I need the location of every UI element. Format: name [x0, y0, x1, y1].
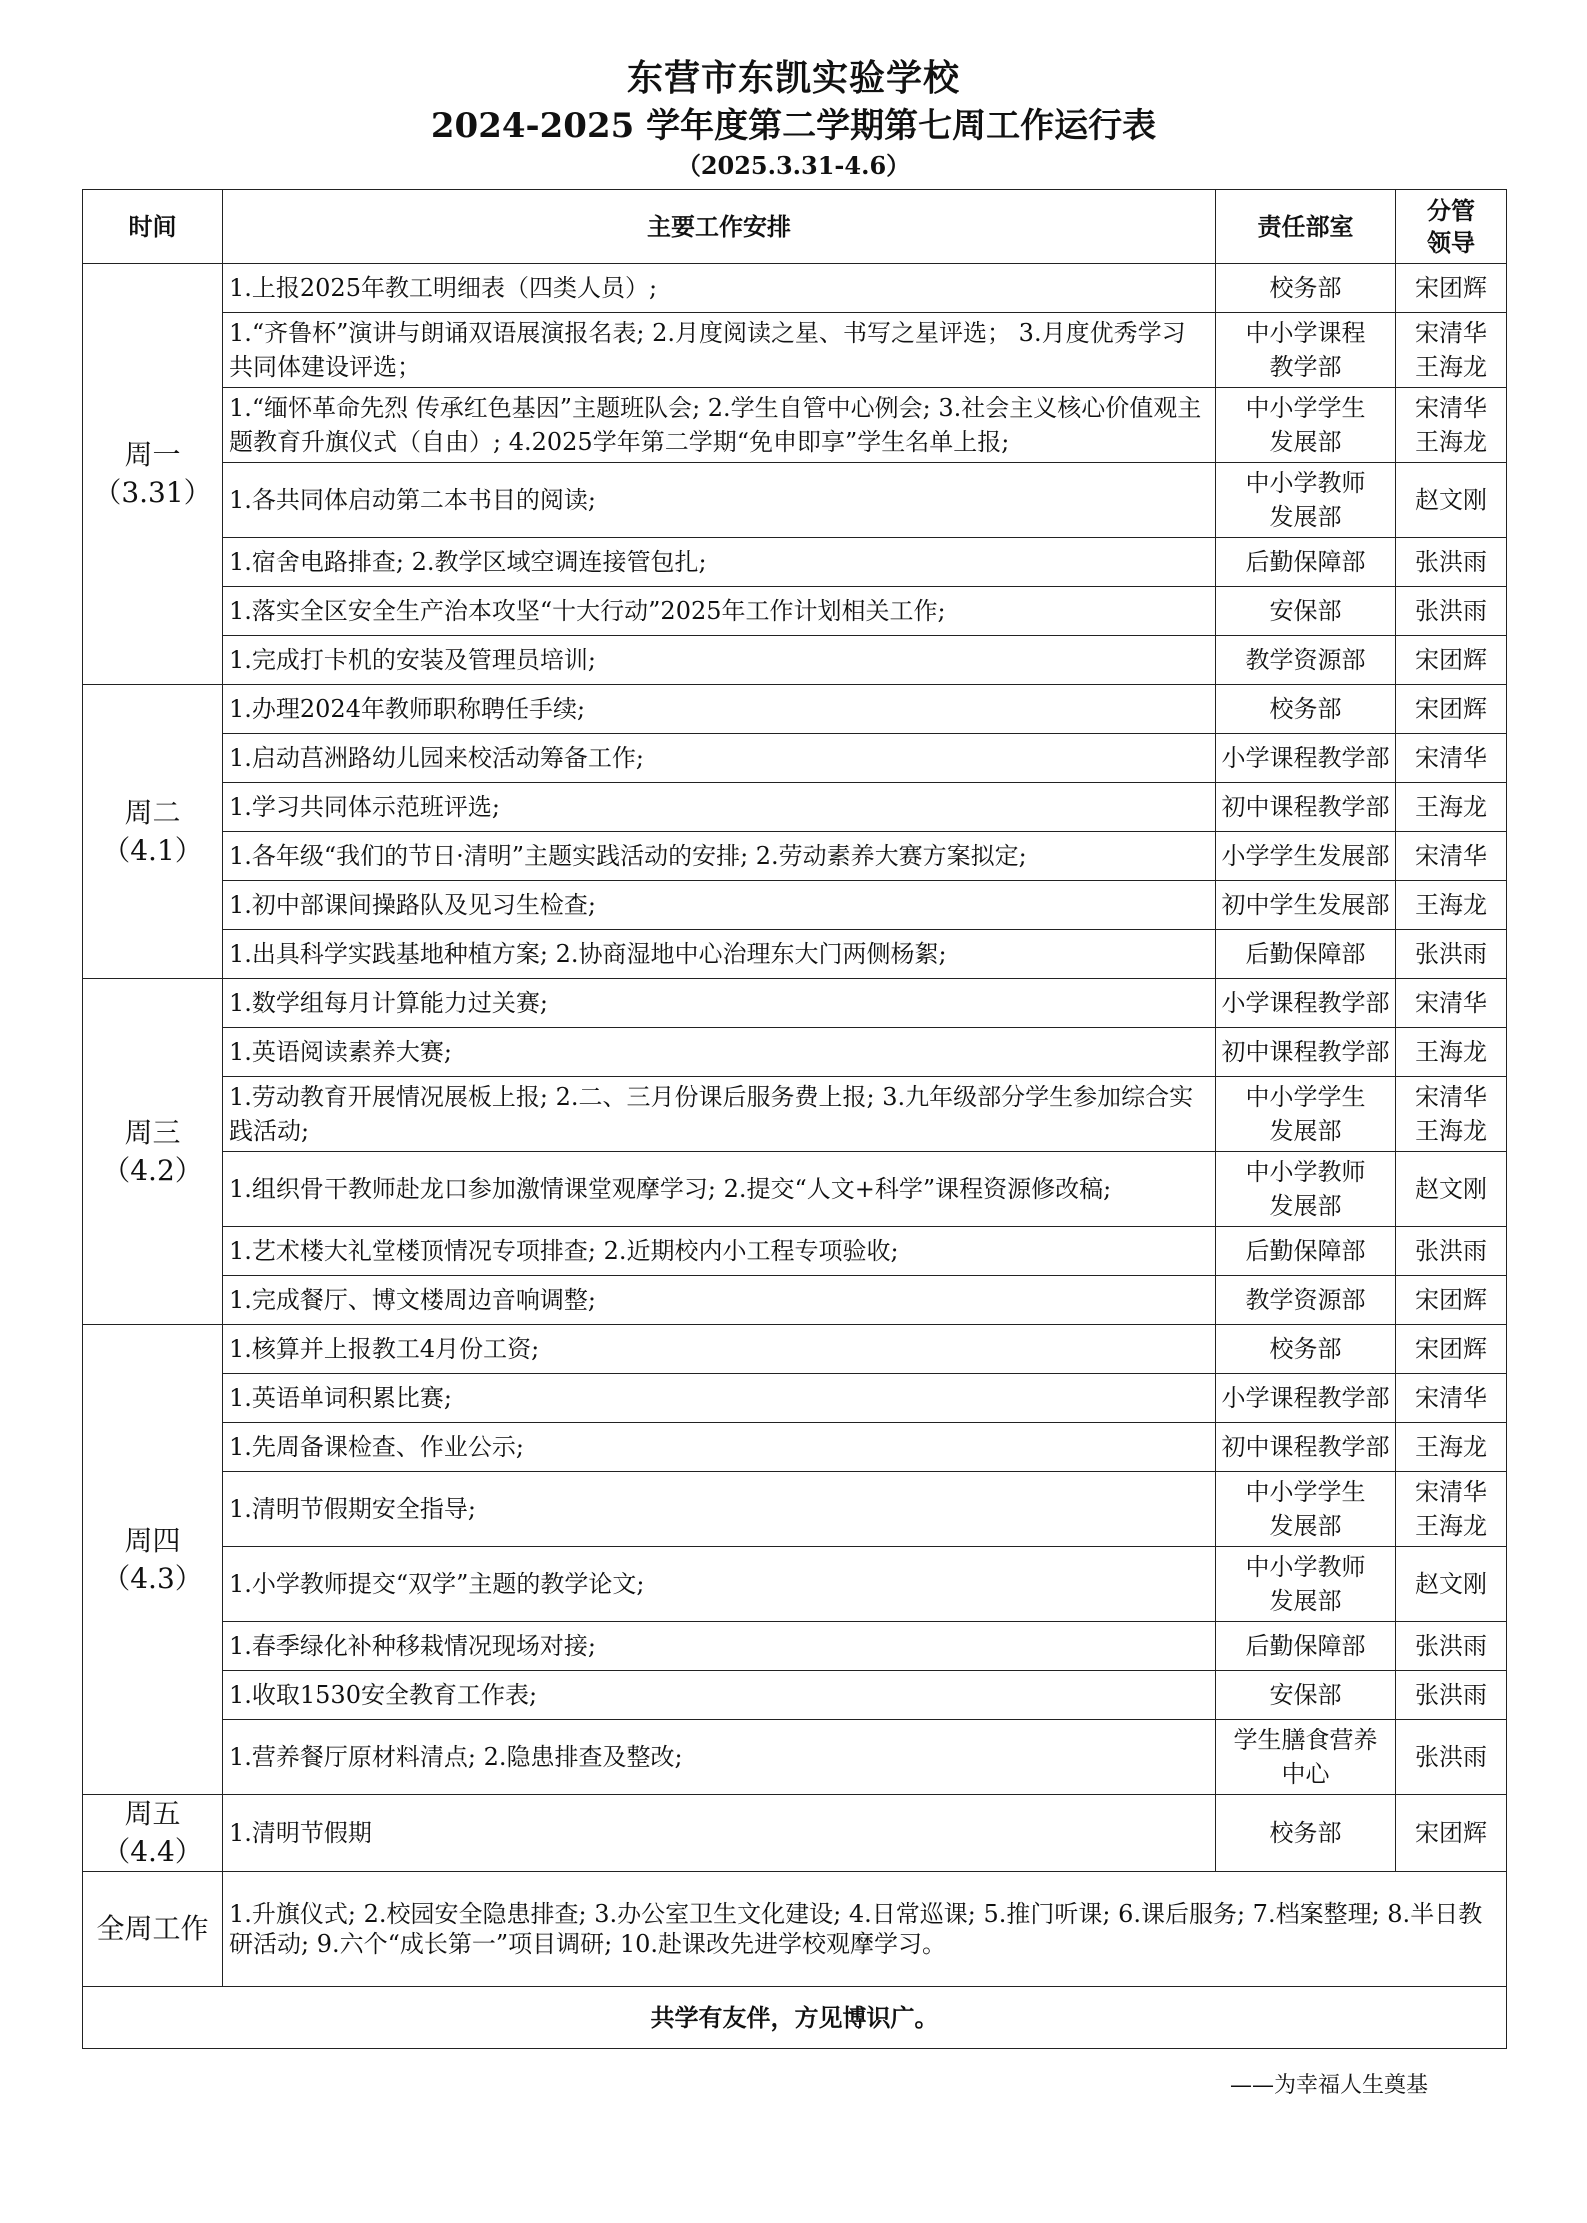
- dept-text: 中小学学生: [1245, 394, 1366, 422]
- task-cell: 1.各年级“我们的节日·清明”主题实践活动的安排; 2.劳动素养大赛方案拟定;: [223, 832, 1216, 881]
- leader-cell: [1396, 1671, 1507, 1720]
- day-date: （4.1）: [102, 833, 203, 867]
- table-row: [83, 1276, 1507, 1325]
- dept-text: 发展部: [1269, 1587, 1342, 1615]
- dept-text: 初中课程教学部: [1221, 1433, 1390, 1461]
- leader-text: 赵文刚: [1415, 1175, 1487, 1203]
- dept-text: 校务部: [1269, 695, 1342, 723]
- leader-text: 王海龙: [1415, 1117, 1487, 1145]
- task-cell: 1.“齐鲁杯”演讲与朗诵双语展演报名表; 2.月度阅读之星、书写之星评选； 3.月度优秀学习共同体建设评选；: [223, 313, 1216, 388]
- leader-text: 王海龙: [1415, 353, 1487, 381]
- task-cell: 1.学习共同体示范班评选;: [223, 783, 1216, 832]
- task-cell: 1.初中部课间操路队及见习生检查;: [223, 881, 1216, 930]
- leader-text: 宋团辉: [1415, 646, 1487, 674]
- task-cell: 1.办理2024年教师职称聘任手续;: [223, 685, 1216, 734]
- week-row: [83, 1872, 1507, 1987]
- dept-text: 初中课程教学部: [1221, 793, 1390, 821]
- dept-text: 教学部: [1269, 353, 1342, 381]
- leader-cell: [1396, 264, 1507, 313]
- leader-text: 宋团辉: [1415, 695, 1487, 723]
- dept-text: 中小学教师: [1245, 1158, 1366, 1186]
- leader-text: 宋清华: [1415, 319, 1487, 347]
- table-row: [83, 636, 1507, 685]
- dept-cell: [1216, 636, 1396, 685]
- dept-cell: [1216, 1547, 1396, 1622]
- table-row: [83, 538, 1507, 587]
- table-row: [83, 685, 1507, 734]
- task-cell: 1.组织骨干教师赴龙口参加激情课堂观摩学习; 2.提交“人文+科学”课程资源修改稿;: [223, 1152, 1216, 1227]
- leader-text: 宋清华: [1415, 744, 1487, 772]
- table-row: [83, 1671, 1507, 1720]
- day-cell: [83, 1795, 223, 1872]
- dept-cell: [1216, 1472, 1396, 1547]
- dept-text: 中小学教师: [1245, 469, 1366, 497]
- dept-text: 校务部: [1269, 1335, 1342, 1363]
- dept-text: 安保部: [1269, 597, 1342, 625]
- task-cell: 1.核算并上报教工4月份工资;: [223, 1325, 1216, 1374]
- day-cell: [83, 1325, 223, 1795]
- leader-cell: [1396, 1227, 1507, 1276]
- leader-cell: [1396, 1325, 1507, 1374]
- dept-text: 学生膳食营养: [1233, 1726, 1378, 1754]
- day-cell: [83, 685, 223, 979]
- day-name: 周一: [124, 438, 181, 471]
- leader-cell: [1396, 587, 1507, 636]
- dept-text: 发展部: [1269, 1192, 1342, 1220]
- task-cell: 1.完成餐厅、博文楼周边音响调整;: [223, 1276, 1216, 1325]
- leader-cell: [1396, 1472, 1507, 1547]
- table-row: [83, 979, 1507, 1028]
- table-row: [83, 463, 1507, 538]
- dept-cell: [1216, 881, 1396, 930]
- leader-text: 张洪雨: [1415, 1237, 1487, 1265]
- leader-text: 宋清华: [1415, 989, 1487, 1017]
- week-tasks: 1.升旗仪式; 2.校园安全隐患排查; 3.办公室卫生文化建设; 4.日常巡课; 5.推门听课; 6.课后服务; 7.档案整理; 8.半日教研活动; 9.六个“成长第一”项目调研; 10.赴课改先进学校观摩学习。: [223, 1872, 1507, 1987]
- day-name: 周三: [124, 1115, 181, 1149]
- leader-text: 张洪雨: [1415, 1743, 1487, 1771]
- table-row: [83, 1720, 1507, 1795]
- leader-text: 宋清华: [1415, 394, 1487, 422]
- leader-cell: [1396, 783, 1507, 832]
- task-cell: 1.清明节假期安全指导;: [223, 1472, 1216, 1547]
- leader-text: 王海龙: [1415, 891, 1487, 919]
- leader-cell: [1396, 538, 1507, 587]
- task-cell: 1.营养餐厅原材料清点; 2.隐患排查及整改;: [223, 1720, 1216, 1795]
- leader-cell: [1396, 636, 1507, 685]
- day-date: （4.3）: [102, 1561, 203, 1595]
- task-cell: 1.春季绿化补种移栽情况现场对接;: [223, 1622, 1216, 1671]
- dept-text: 教学资源部: [1245, 1286, 1366, 1314]
- task-cell: 1.英语单词积累比赛;: [223, 1374, 1216, 1423]
- dept-text: 安保部: [1269, 1681, 1342, 1709]
- task-cell: 1.小学教师提交“双学”主题的教学论文;: [223, 1547, 1216, 1622]
- table-row: [83, 1472, 1507, 1547]
- task-cell: 1.清明节假期: [223, 1795, 1216, 1872]
- leader-text: 张洪雨: [1415, 548, 1487, 576]
- motto-row: [83, 1987, 1507, 2049]
- table-row: [83, 1374, 1507, 1423]
- dept-text: 小学课程教学部: [1221, 744, 1390, 772]
- dept-cell: [1216, 1795, 1396, 1872]
- dept-text: 初中课程教学部: [1221, 1038, 1390, 1066]
- footer-slogan: ——为幸福人生奠基: [1230, 2073, 1429, 2098]
- task-cell: 1.上报2025年教工明细表（四类人员）;: [223, 264, 1216, 313]
- date-range: （2025.3.31-4.6）: [676, 151, 911, 180]
- task-cell: 1.宿舍电路排查; 2.教学区域空调连接管包扎;: [223, 538, 1216, 587]
- leader-text: 王海龙: [1415, 1512, 1487, 1540]
- task-cell: 1.落实全区安全生产治本攻坚“十大行动”2025年工作计划相关工作;: [223, 587, 1216, 636]
- dept-cell: [1216, 1325, 1396, 1374]
- task-cell: 1.英语阅读素养大赛;: [223, 1028, 1216, 1077]
- dept-cell: [1216, 1227, 1396, 1276]
- day-date: （4.2）: [102, 1153, 203, 1187]
- dept-text: 中小学课程: [1245, 319, 1366, 347]
- leader-text: 赵文刚: [1415, 1570, 1487, 1598]
- leader-cell: [1396, 979, 1507, 1028]
- leader-text: 宋清华: [1415, 1083, 1487, 1111]
- dept-cell: [1216, 1423, 1396, 1472]
- dept-cell: [1216, 734, 1396, 783]
- dept-cell: [1216, 264, 1396, 313]
- dept-cell: [1216, 313, 1396, 388]
- dept-cell: [1216, 930, 1396, 979]
- task-cell: 1.艺术楼大礼堂楼顶情况专项排查; 2.近期校内小工程专项验收;: [223, 1227, 1216, 1276]
- dept-cell: [1216, 783, 1396, 832]
- dept-cell: [1216, 832, 1396, 881]
- leader-cell: [1396, 463, 1507, 538]
- task-cell: 1.出具科学实践基地种植方案; 2.协商湿地中心治理东大门两侧杨絮;: [223, 930, 1216, 979]
- task-cell: 1.完成打卡机的安装及管理员培训;: [223, 636, 1216, 685]
- leader-text: 宋团辉: [1415, 1286, 1487, 1314]
- table-row: [83, 1423, 1507, 1472]
- task-cell: 1.启动莒洲路幼儿园来校活动筹备工作;: [223, 734, 1216, 783]
- table-row: [83, 1795, 1507, 1872]
- day-cell: [83, 264, 223, 685]
- table-row: [83, 930, 1507, 979]
- leader-text: 宋团辉: [1415, 274, 1487, 302]
- day-cell: [83, 979, 223, 1325]
- leader-text: 王海龙: [1415, 1433, 1487, 1461]
- schedule-body: [83, 264, 1507, 1872]
- leader-cell: [1396, 1077, 1507, 1152]
- dept-text: 中小学学生: [1245, 1478, 1366, 1506]
- table-header-row: [83, 190, 1507, 264]
- table-row: [83, 832, 1507, 881]
- day-date: （4.4）: [102, 1835, 203, 1868]
- table-row: [83, 1547, 1507, 1622]
- leader-cell: [1396, 1374, 1507, 1423]
- dept-text: 发展部: [1269, 1512, 1342, 1540]
- task-cell: 1.劳动教育开展情况展板上报; 2.二、三月份课后服务费上报; 3.九年级部分学生参加综合实践活动;: [223, 1077, 1216, 1152]
- table-row: [83, 587, 1507, 636]
- leader-cell: [1396, 1547, 1507, 1622]
- leader-cell: [1396, 881, 1507, 930]
- dept-cell: [1216, 538, 1396, 587]
- dept-cell: [1216, 388, 1396, 463]
- week-label: 全周工作: [83, 1872, 223, 1987]
- dept-text: 发展部: [1269, 428, 1342, 456]
- table-row: [83, 1622, 1507, 1671]
- task-cell: 1.收取1530安全教育工作表;: [223, 1671, 1216, 1720]
- leader-text: 宋清华: [1415, 842, 1487, 870]
- dept-text: 教学资源部: [1245, 646, 1366, 674]
- dept-text: 后勤保障部: [1245, 548, 1366, 576]
- dept-cell: [1216, 1671, 1396, 1720]
- table-row: [83, 734, 1507, 783]
- table-row: [83, 783, 1507, 832]
- dept-text: 校务部: [1269, 274, 1342, 302]
- leader-text: 张洪雨: [1415, 940, 1487, 968]
- leader-text: 张洪雨: [1415, 597, 1487, 625]
- leader-text: 王海龙: [1415, 428, 1487, 456]
- leader-text: 张洪雨: [1415, 1632, 1487, 1660]
- col-header-time: 时间: [83, 190, 223, 264]
- leader-text: 王海龙: [1415, 793, 1487, 821]
- table-row: [83, 264, 1507, 313]
- leader-cell: [1396, 1423, 1507, 1472]
- document-title: 2024-2025 学年度第二学期第七周工作运行表: [430, 106, 1157, 146]
- dept-text: 小学课程教学部: [1221, 989, 1390, 1017]
- leader-cell: [1396, 1152, 1507, 1227]
- leader-cell: [1396, 1720, 1507, 1795]
- task-cell: 1.“缅怀革命先烈 传承红色基因”主题班队会; 2.学生自管中心例会; 3.社会主义核心价值观主题教育升旗仪式（自由）; 4.2025学年第二学期“免申即享”学生名单上报;: [223, 388, 1216, 463]
- dept-text: 后勤保障部: [1245, 1237, 1366, 1265]
- schedule-table: [82, 189, 1507, 2049]
- dept-cell: [1216, 979, 1396, 1028]
- leader-text: 王海龙: [1415, 1038, 1487, 1066]
- dept-cell: [1216, 685, 1396, 734]
- leader-cell: [1396, 930, 1507, 979]
- leader-cell: [1396, 388, 1507, 463]
- dept-cell: [1216, 587, 1396, 636]
- leader-text: 宋团辉: [1415, 1335, 1487, 1363]
- table-row: [83, 388, 1507, 463]
- leader-cell: [1396, 685, 1507, 734]
- dept-cell: [1216, 463, 1396, 538]
- leader-cell: [1396, 1028, 1507, 1077]
- leader-cell: [1396, 734, 1507, 783]
- leader-cell: [1396, 313, 1507, 388]
- dept-cell: [1216, 1374, 1396, 1423]
- leader-text: 宋清华: [1415, 1478, 1487, 1506]
- table-row: [83, 1227, 1507, 1276]
- day-name: 周五: [124, 1797, 181, 1830]
- dept-text: 后勤保障部: [1245, 1632, 1366, 1660]
- dept-cell: [1216, 1077, 1396, 1152]
- dept-text: 发展部: [1269, 503, 1342, 531]
- dept-text: 中小学学生: [1245, 1083, 1366, 1111]
- leader-cell: [1396, 1795, 1507, 1872]
- table-row: [83, 1325, 1507, 1374]
- dept-cell: [1216, 1152, 1396, 1227]
- leader-cell: [1396, 1276, 1507, 1325]
- col-header-tasks: 主要工作安排: [223, 190, 1216, 264]
- table-row: [83, 1077, 1507, 1152]
- task-cell: 1.数学组每月计算能力过关赛;: [223, 979, 1216, 1028]
- dept-text: 中小学教师: [1245, 1553, 1366, 1581]
- dept-text: 发展部: [1269, 1117, 1342, 1145]
- dept-cell: [1216, 1720, 1396, 1795]
- day-date: （3.31）: [93, 476, 212, 509]
- leader-cell: [1396, 832, 1507, 881]
- dept-text: 校务部: [1269, 1819, 1342, 1847]
- leader-text: 张洪雨: [1415, 1681, 1487, 1709]
- motto: 共学有友伴，方见博识广。: [83, 1987, 1507, 2049]
- leader-cell: [1396, 1622, 1507, 1671]
- day-name: 周二: [124, 795, 181, 829]
- dept-text: 中心: [1281, 1760, 1330, 1788]
- table-row: [83, 1152, 1507, 1227]
- col-header-dept: 责任部室: [1216, 190, 1396, 264]
- dept-cell: [1216, 1276, 1396, 1325]
- task-cell: 1.各共同体启动第二本书目的阅读;: [223, 463, 1216, 538]
- table-row: [83, 1028, 1507, 1077]
- col-header-leader-text: 分管领导: [1426, 195, 1475, 257]
- leader-text: 宋团辉: [1415, 1819, 1487, 1847]
- school-name: 东营市东凯实验学校: [626, 57, 960, 99]
- table-row: [83, 313, 1507, 388]
- dept-text: 小学课程教学部: [1221, 1384, 1390, 1412]
- col-header-leader: [1396, 190, 1507, 264]
- dept-text: 初中学生发展部: [1221, 891, 1390, 919]
- day-name: 周四: [124, 1523, 181, 1557]
- table-row: [83, 881, 1507, 930]
- leader-text: 宋清华: [1415, 1384, 1487, 1412]
- leader-text: 赵文刚: [1415, 486, 1487, 514]
- dept-text: 后勤保障部: [1245, 940, 1366, 968]
- dept-cell: [1216, 1622, 1396, 1671]
- task-cell: 1.先周备课检查、作业公示;: [223, 1423, 1216, 1472]
- dept-cell: [1216, 1028, 1396, 1077]
- dept-text: 小学学生发展部: [1221, 842, 1390, 870]
